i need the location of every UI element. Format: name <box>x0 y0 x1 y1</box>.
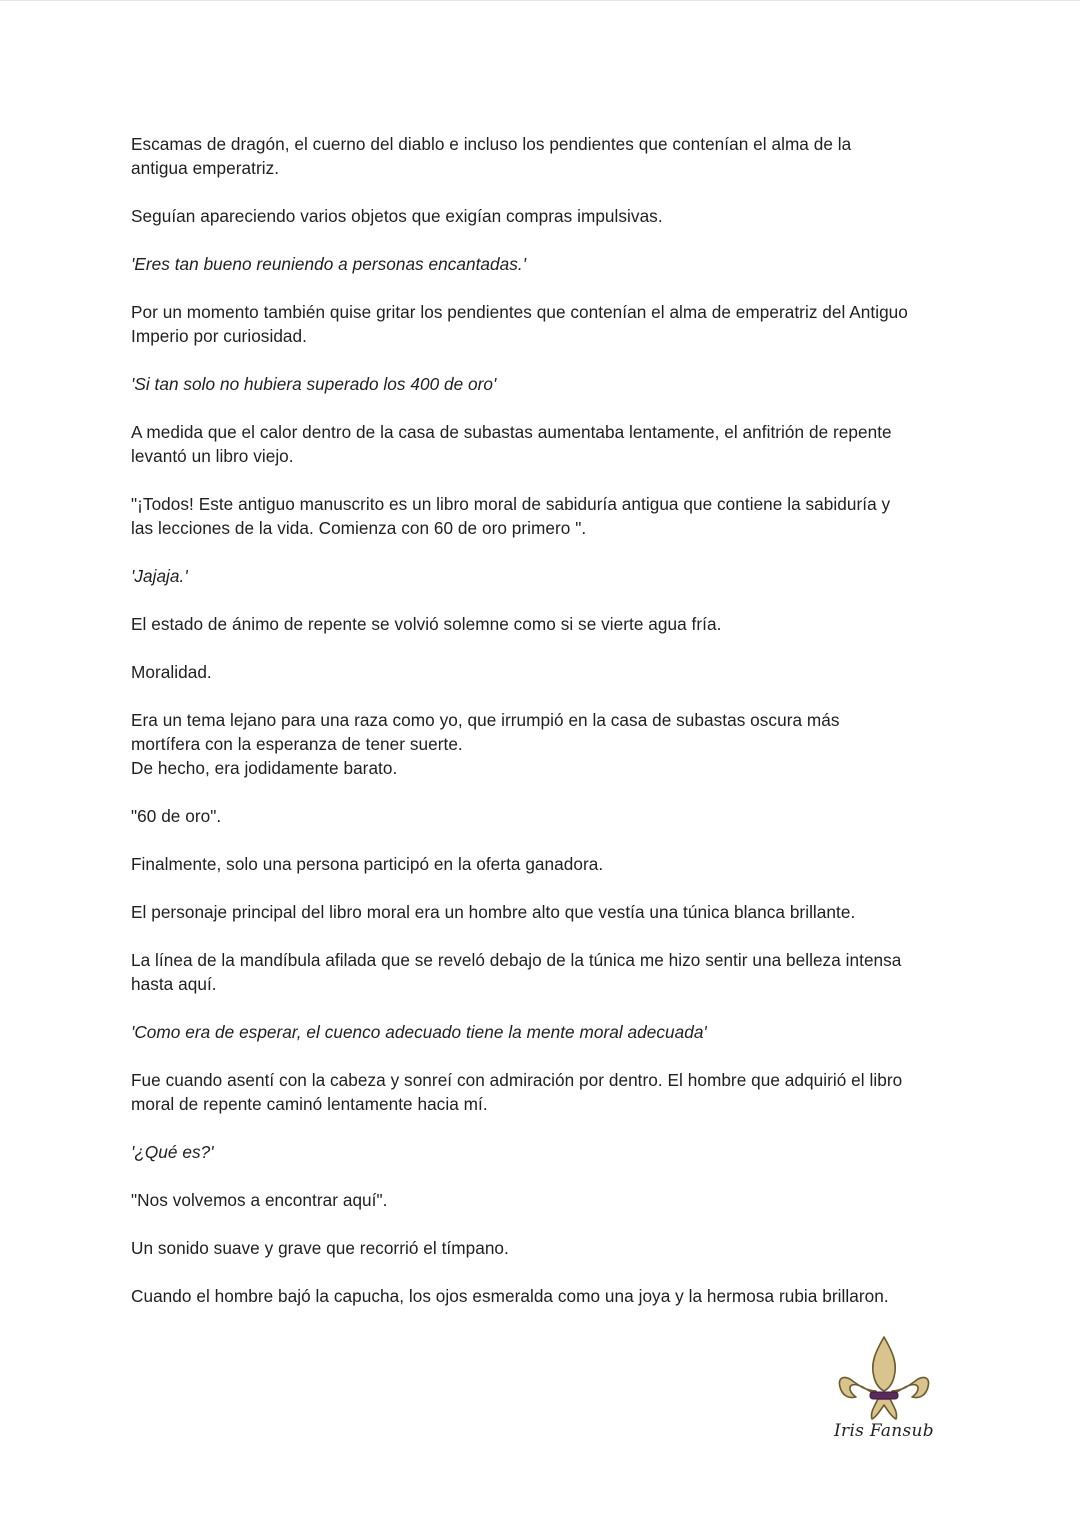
iris-fansub-watermark <box>832 1335 936 1447</box>
paragraph: Cuando el hombre bajó la capucha, los ojos esmeralda como una joya y la hermosa rubia brillaron. <box>131 1286 889 1306</box>
paragraph-thought: '¿Qué es?' <box>131 1142 214 1162</box>
paragraph: El personaje principal del libro moral era un hombre alto que vestía una túnica blanca brillante. <box>131 902 856 922</box>
paragraph-dialogue: "Nos volvemos a encontrar aquí". <box>131 1190 388 1210</box>
document-body <box>131 132 961 1332</box>
paragraph-thought: 'Si tan solo no hubiera superado los 400 de oro' <box>131 374 497 394</box>
paragraph-thought: 'Como era de esperar, el cuenco adecuado tiene la mente moral adecuada' <box>131 1022 707 1042</box>
paragraph-thought: 'Eres tan bueno reuniendo a personas encantadas.' <box>131 254 527 274</box>
paragraph: Era un tema lejano para una raza como yo, que irrumpió en la casa de subastas oscura más mortífera con la esperanza de tener suerte. De hecho, era jodidamente barato. <box>131 710 840 778</box>
fleur-de-lis-icon <box>836 1335 932 1427</box>
paragraph: Moralidad. <box>131 662 212 682</box>
paragraph: A medida que el calor dentro de la casa de subastas aumentaba lentamente, el anfitrión de repente levantó un libro viejo. <box>131 422 892 466</box>
paragraph: El estado de ánimo de repente se volvió solemne como si se vierte agua fría. <box>131 614 722 634</box>
paragraph-dialogue: "60 de oro". <box>131 806 222 826</box>
paragraph: Finalmente, solo una persona participó en la oferta ganadora. <box>131 854 604 874</box>
watermark-label: Iris Fansub <box>834 1421 934 1441</box>
paragraph: Por un momento también quise gritar los pendientes que contenían el alma de emperatriz del Antiguo Imperio por curiosidad. <box>131 302 908 346</box>
paragraph: Fue cuando asentí con la cabeza y sonreí con admiración por dentro. El hombre que adquirió el libro moral de repente caminó lentamente hacia mí. <box>131 1070 903 1114</box>
paragraph: Seguían apareciendo varios objetos que exigían compras impulsivas. <box>131 206 663 226</box>
paragraph: La línea de la mandíbula afilada que se reveló debajo de la túnica me hizo sentir una belleza intensa hasta aquí. <box>131 950 902 994</box>
paragraph-dialogue: "¡Todos! Este antiguo manuscrito es un libro moral de sabiduría antigua que contiene la sabiduría y las lecciones de la vida. Comienza con 60 de oro primero ". <box>131 494 891 538</box>
paragraph-thought: 'Jajaja.' <box>131 566 188 586</box>
paragraph: Escamas de dragón, el cuerno del diablo e incluso los pendientes que contenían el alma de la antigua emperatriz. <box>131 134 852 178</box>
paragraph: Un sonido suave y grave que recorrió el tímpano. <box>131 1238 509 1258</box>
